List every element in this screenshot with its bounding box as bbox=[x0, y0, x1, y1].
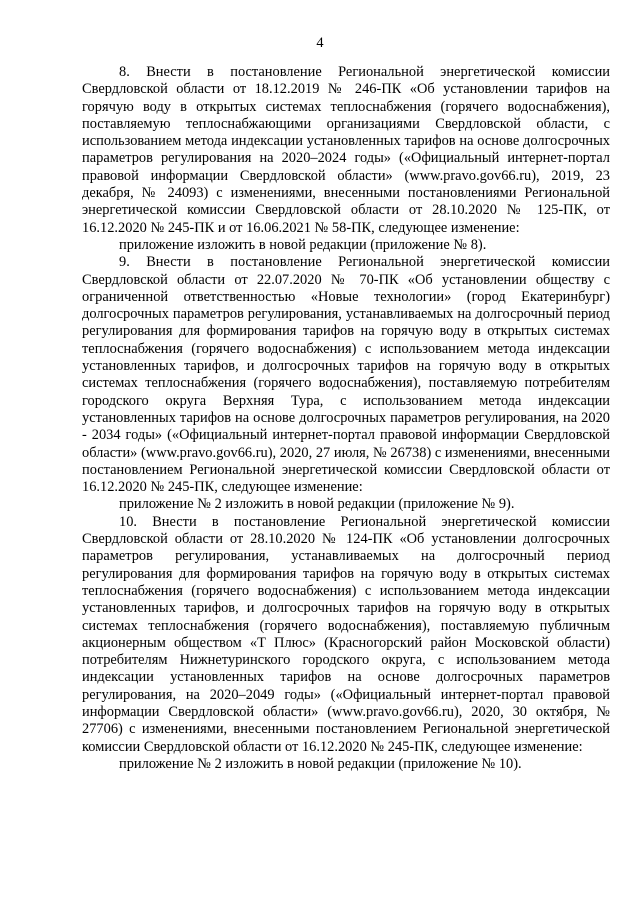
paragraph-item-8: 8. Внести в постановление Региональной энергетической комиссии Свердловской области от 18.12.2019 № 246-ПК «Об установлении тарифов на горячую воду в открытых системах теплоснабжения (горячего водоснабжения), поставляемую теплоснабжающими организациями Свердловской области, с использованием метода индексации установленных тарифов на основе долгосрочных параметров регулирования на 2020–2024 годы» («Официальный интернет-портал правовой информации Свердловской области» (www.pravo.gov66.ru), 2019, 23 декабря, № 24093) с изменениями, внесенными постановлениями Региональной энергетической комиссии Свердловской области от 28.10.2020 № 125-ПК, от 16.12.2020 № 245-ПК и от 16.06.2021 № 58-ПК, следующее изменение: bbox=[82, 64, 610, 236]
paragraph-item-9: 9. Внести в постановление Региональной энергетической комиссии Свердловской области от 22.07.2020 № 70-ПК «Об установлении обществу с ограниченной ответственностью «Новые технологии» (город Екатеринбург) долгосрочных параметров регулирования, устанавливаемых на долгосрочный период регулирования для формирования тарифов на горячую воду в открытых системах теплоснабжения (горячего водоснабжения) с использованием метода индексации установленных тарифов, и долгосрочных тарифов на горячую воду в открытых системах теплоснабжения (горячего водоснабжения), поставляемую потребителям городского округа Верхняя Тура, с использованием метода индексации установленных тарифов на основе долгосрочных параметров регулирования, на 2020 - 2034 годы» («Официальный интернет-портал правовой информации Свердловской области» (www.pravo.gov66.ru), 2020, 27 июля, № 26738) с изменениями, внесенными постановлением Региональной энергетической комиссии Свердловской области от 16.12.2020 № 245-ПК, следующее изменение: bbox=[82, 254, 610, 496]
paragraph-item-10-change: приложение № 2 изложить в новой редакции (приложение № 10). bbox=[119, 755, 522, 772]
document-body bbox=[82, 64, 610, 773]
paragraph-item-8-change: приложение изложить в новой редакции (приложение № 8). bbox=[119, 236, 487, 253]
page-number: 4 bbox=[316, 35, 324, 51]
paragraph-item-9-change: приложение № 2 изложить в новой редакции (приложение № 9). bbox=[119, 496, 515, 513]
paragraph-item-10: 10. Внести в постановление Региональной энергетической комиссии Свердловской области от 28.10.2020 № 124-ПК «Об установлении долгосрочных параметров регулирования, устанавливаемых на долгосрочный период регулирования для формирования тарифов на горячую воду в открытых системах теплоснабжения (горячего водоснабжения) с использованием метода индексации установленных тарифов, и долгосрочных тарифов на горячую воду в открытых системах теплоснабжения (горячего водоснабжения), поставляемую публичным акционерным обществом «Т Плюс» (Красногорский район Московской области) потребителям Нижнетуринского городского округа, с использованием метода индексации установленных тарифов на основе долгосрочных параметров регулирования, на 2020–2049 годы» («Официальный интернет-портал правовой информации Свердловской области» (www.pravo.gov66.ru), 2020, 30 октября, № 27706) с изменениями, внесенными постановлением Региональной энергетической комиссии Свердловской области от 16.12.2020 № 245-ПК, следующее изменение: bbox=[82, 513, 610, 755]
